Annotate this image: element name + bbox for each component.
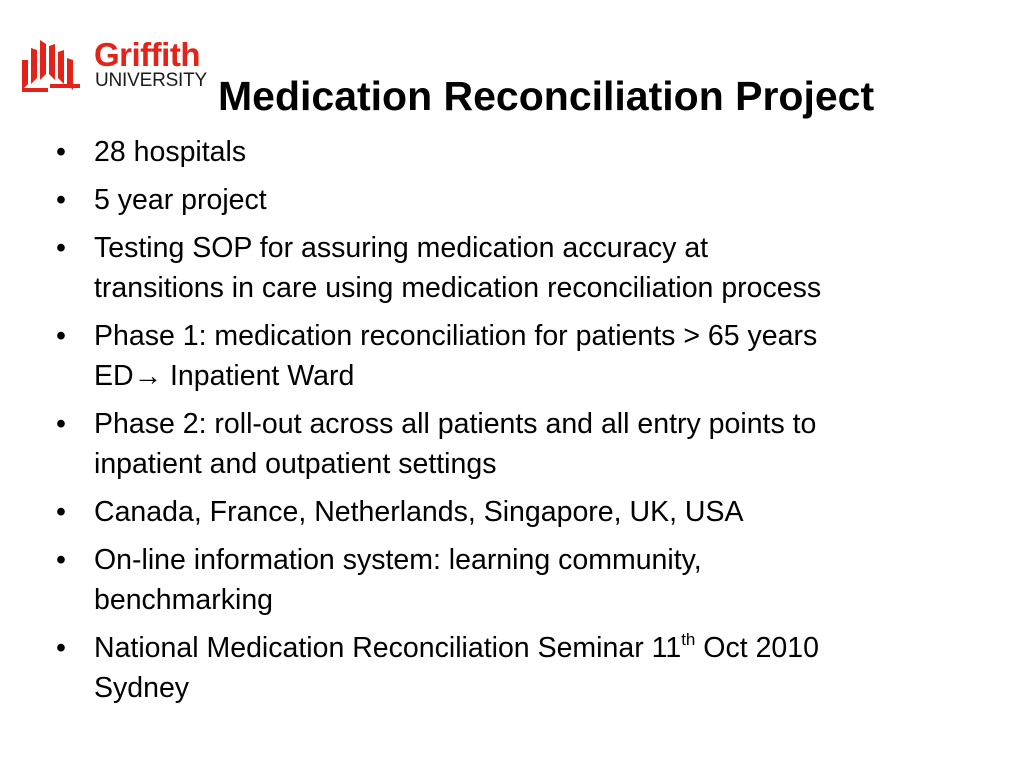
bullet-marker: • bbox=[56, 544, 66, 576]
bullet-text: Phase 1: medication reconciliation for patients > 65 years bbox=[94, 320, 818, 352]
bullet-marker: • bbox=[56, 232, 66, 264]
bullet-text-continued: Sydney bbox=[94, 672, 190, 704]
bullet-item-phase-2 bbox=[56, 404, 996, 484]
bullet-text: Testing SOP for assuring medication accuracy at bbox=[94, 232, 709, 264]
bullet-item-duration bbox=[56, 180, 996, 220]
ordinal-suffix: th bbox=[681, 630, 696, 649]
bullet-marker: • bbox=[56, 496, 66, 528]
logo-subtitle: UNIVERSITY bbox=[95, 70, 208, 91]
bullet-text-continued: ED→ Inpatient Ward bbox=[94, 360, 355, 392]
bullet-item-testing-sop bbox=[56, 228, 996, 308]
bullet-marker: • bbox=[56, 184, 66, 216]
bullet-list bbox=[56, 132, 996, 716]
seminar-date: Oct 2010 bbox=[695, 632, 819, 664]
bullet-text-continued: transitions in care using medication reconciliation process bbox=[94, 272, 822, 304]
bullet-item-hospitals bbox=[56, 132, 996, 172]
bullet-item-countries bbox=[56, 492, 996, 532]
bullet-text bbox=[94, 628, 996, 668]
bullet-item-phase-1 bbox=[56, 316, 996, 396]
bullet-text: 5 year project bbox=[94, 184, 267, 216]
slide-title: Medication Reconciliation Project bbox=[218, 73, 875, 119]
bullet-text: On-line information system: learning community, bbox=[94, 544, 702, 576]
bullet-item-online-system bbox=[56, 540, 996, 620]
bullet-marker: • bbox=[56, 408, 66, 440]
griffith-university-logo bbox=[20, 38, 230, 98]
bullet-item-seminar bbox=[56, 628, 996, 708]
bullet-text: 28 hospitals bbox=[94, 136, 247, 168]
bullet-marker: • bbox=[56, 136, 66, 168]
bullet-text-continued: inpatient and outpatient settings bbox=[94, 448, 497, 480]
logo-brand-text: Griffith bbox=[94, 36, 200, 73]
bullet-marker: • bbox=[56, 320, 66, 352]
bullet-marker: • bbox=[56, 632, 66, 664]
bullet-text: Canada, France, Netherlands, Singapore, UK, USA bbox=[94, 496, 744, 528]
bullet-text: Phase 2: roll-out across all patients and all entry points to bbox=[94, 408, 817, 440]
griffith-flame-icon bbox=[20, 38, 90, 94]
seminar-text: National Medication Reconciliation Seminar 11 bbox=[94, 632, 682, 664]
bullet-text-continued: benchmarking bbox=[94, 584, 274, 616]
